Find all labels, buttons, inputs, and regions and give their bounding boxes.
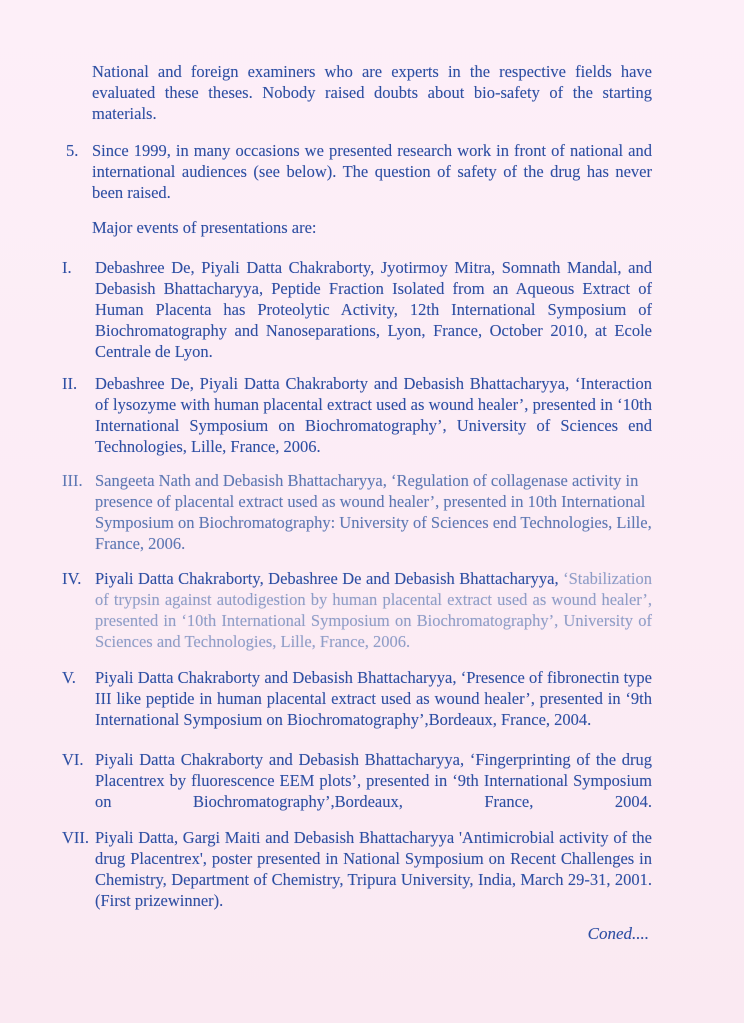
roman-numeral: V. (62, 668, 76, 687)
presentation-item-5 (62, 667, 652, 730)
presentation-item-3 (62, 470, 652, 554)
roman-numeral: I. (62, 258, 72, 277)
item-number: 5. (66, 141, 79, 160)
presentation-item-2 (62, 373, 652, 457)
subheading-major-events: Major events of presentations are: (92, 218, 317, 237)
roman-numeral: VII. (62, 828, 90, 847)
presentation-text: Piyali Datta Chakraborty and Debasish Bhattacharyya, ‘Fingerprinting of the drug Placentrex by fluorescence EEM plots’, presented in ‘9th International Symposium on Biochromatography’,Bordeaux, France, 2004. (95, 750, 652, 811)
presentation-text: Debashree De, Piyali Datta Chakraborty and Debasish Bhattacharyya, ‘Interaction of lysozyme with human placental extract used as wound healer’, presented in ‘10th International Symposium on Biochromatography’, University of Sciences end Technologies, Lille, France, 2006. (95, 374, 652, 456)
roman-numeral: IV. (62, 569, 82, 588)
numbered-item-5 (66, 140, 652, 203)
presentation-text: Piyali Datta Chakraborty and Debasish Bhattacharyya, ‘Presence of fibronectin type III like peptide in human placental extract used as wound healer’, presented in ‘9th International Symposium on Biochromatography’,Bordeaux, France, 2004. (95, 668, 652, 729)
item-text: Since 1999, in many occasions we presented research work in front of national and international audiences (see below). The question of safety of the drug has never been raised. (92, 141, 652, 202)
roman-numeral: VI. (62, 750, 84, 769)
continuation-mark: Coned.... (587, 924, 649, 943)
presentation-faded-text: ‘Stabilization of trypsin against autodigestion by human placental extract used as wound healer’, presented in ‘10th International Symposium on Biochromatography’, University of Sciences and Technologies, Lille, France, 2006. (95, 569, 652, 651)
presentation-item-7 (62, 827, 652, 911)
roman-numeral: II. (62, 374, 78, 393)
presentation-authors: Piyali Datta Chakraborty, Debashree De and Debasish Bhattacharyya, (95, 569, 564, 588)
roman-numeral: III. (62, 471, 83, 490)
intro-paragraph: National and foreign examiners who are experts in the respective fields have evaluated these theses. Nobody raised doubts about bio-safety of the starting materials. (92, 62, 652, 123)
presentation-text: Piyali Datta, Gargi Maiti and Debasish Bhattacharyya 'Antimicrobial activity of the drug Placentrex', poster presented in National Symposium on Recent Challenges in Chemistry, Department of Chemistry, Tripura University, India, March 29-31, 2001. (First prizewinner). (95, 828, 652, 910)
presentation-text: Debashree De, Piyali Datta Chakraborty, Jyotirmoy Mitra, Somnath Mandal, and Debasish Bhattacharyya, Peptide Fraction Isolated from an Aqueous Extract of Human Placenta has Proteolytic Activity, 12th International Symposium of Biochromatography and Nanoseparations, Lyon, France, October 2010, at Ecole Centrale de Lyon. (95, 258, 652, 361)
presentation-item-6 (62, 749, 652, 812)
presentation-item-1 (62, 257, 652, 362)
presentation-text: Sangeeta Nath and Debasish Bhattacharyya, ‘Regulation of collagenase activity in presence of placental extract used as wound healer’, presented in 10th International Symposium on Biochromatography: University of Sciences end Technologies, Lille, France, 2006. (95, 471, 652, 553)
presentation-text (95, 568, 652, 652)
presentation-item-4 (62, 568, 652, 652)
